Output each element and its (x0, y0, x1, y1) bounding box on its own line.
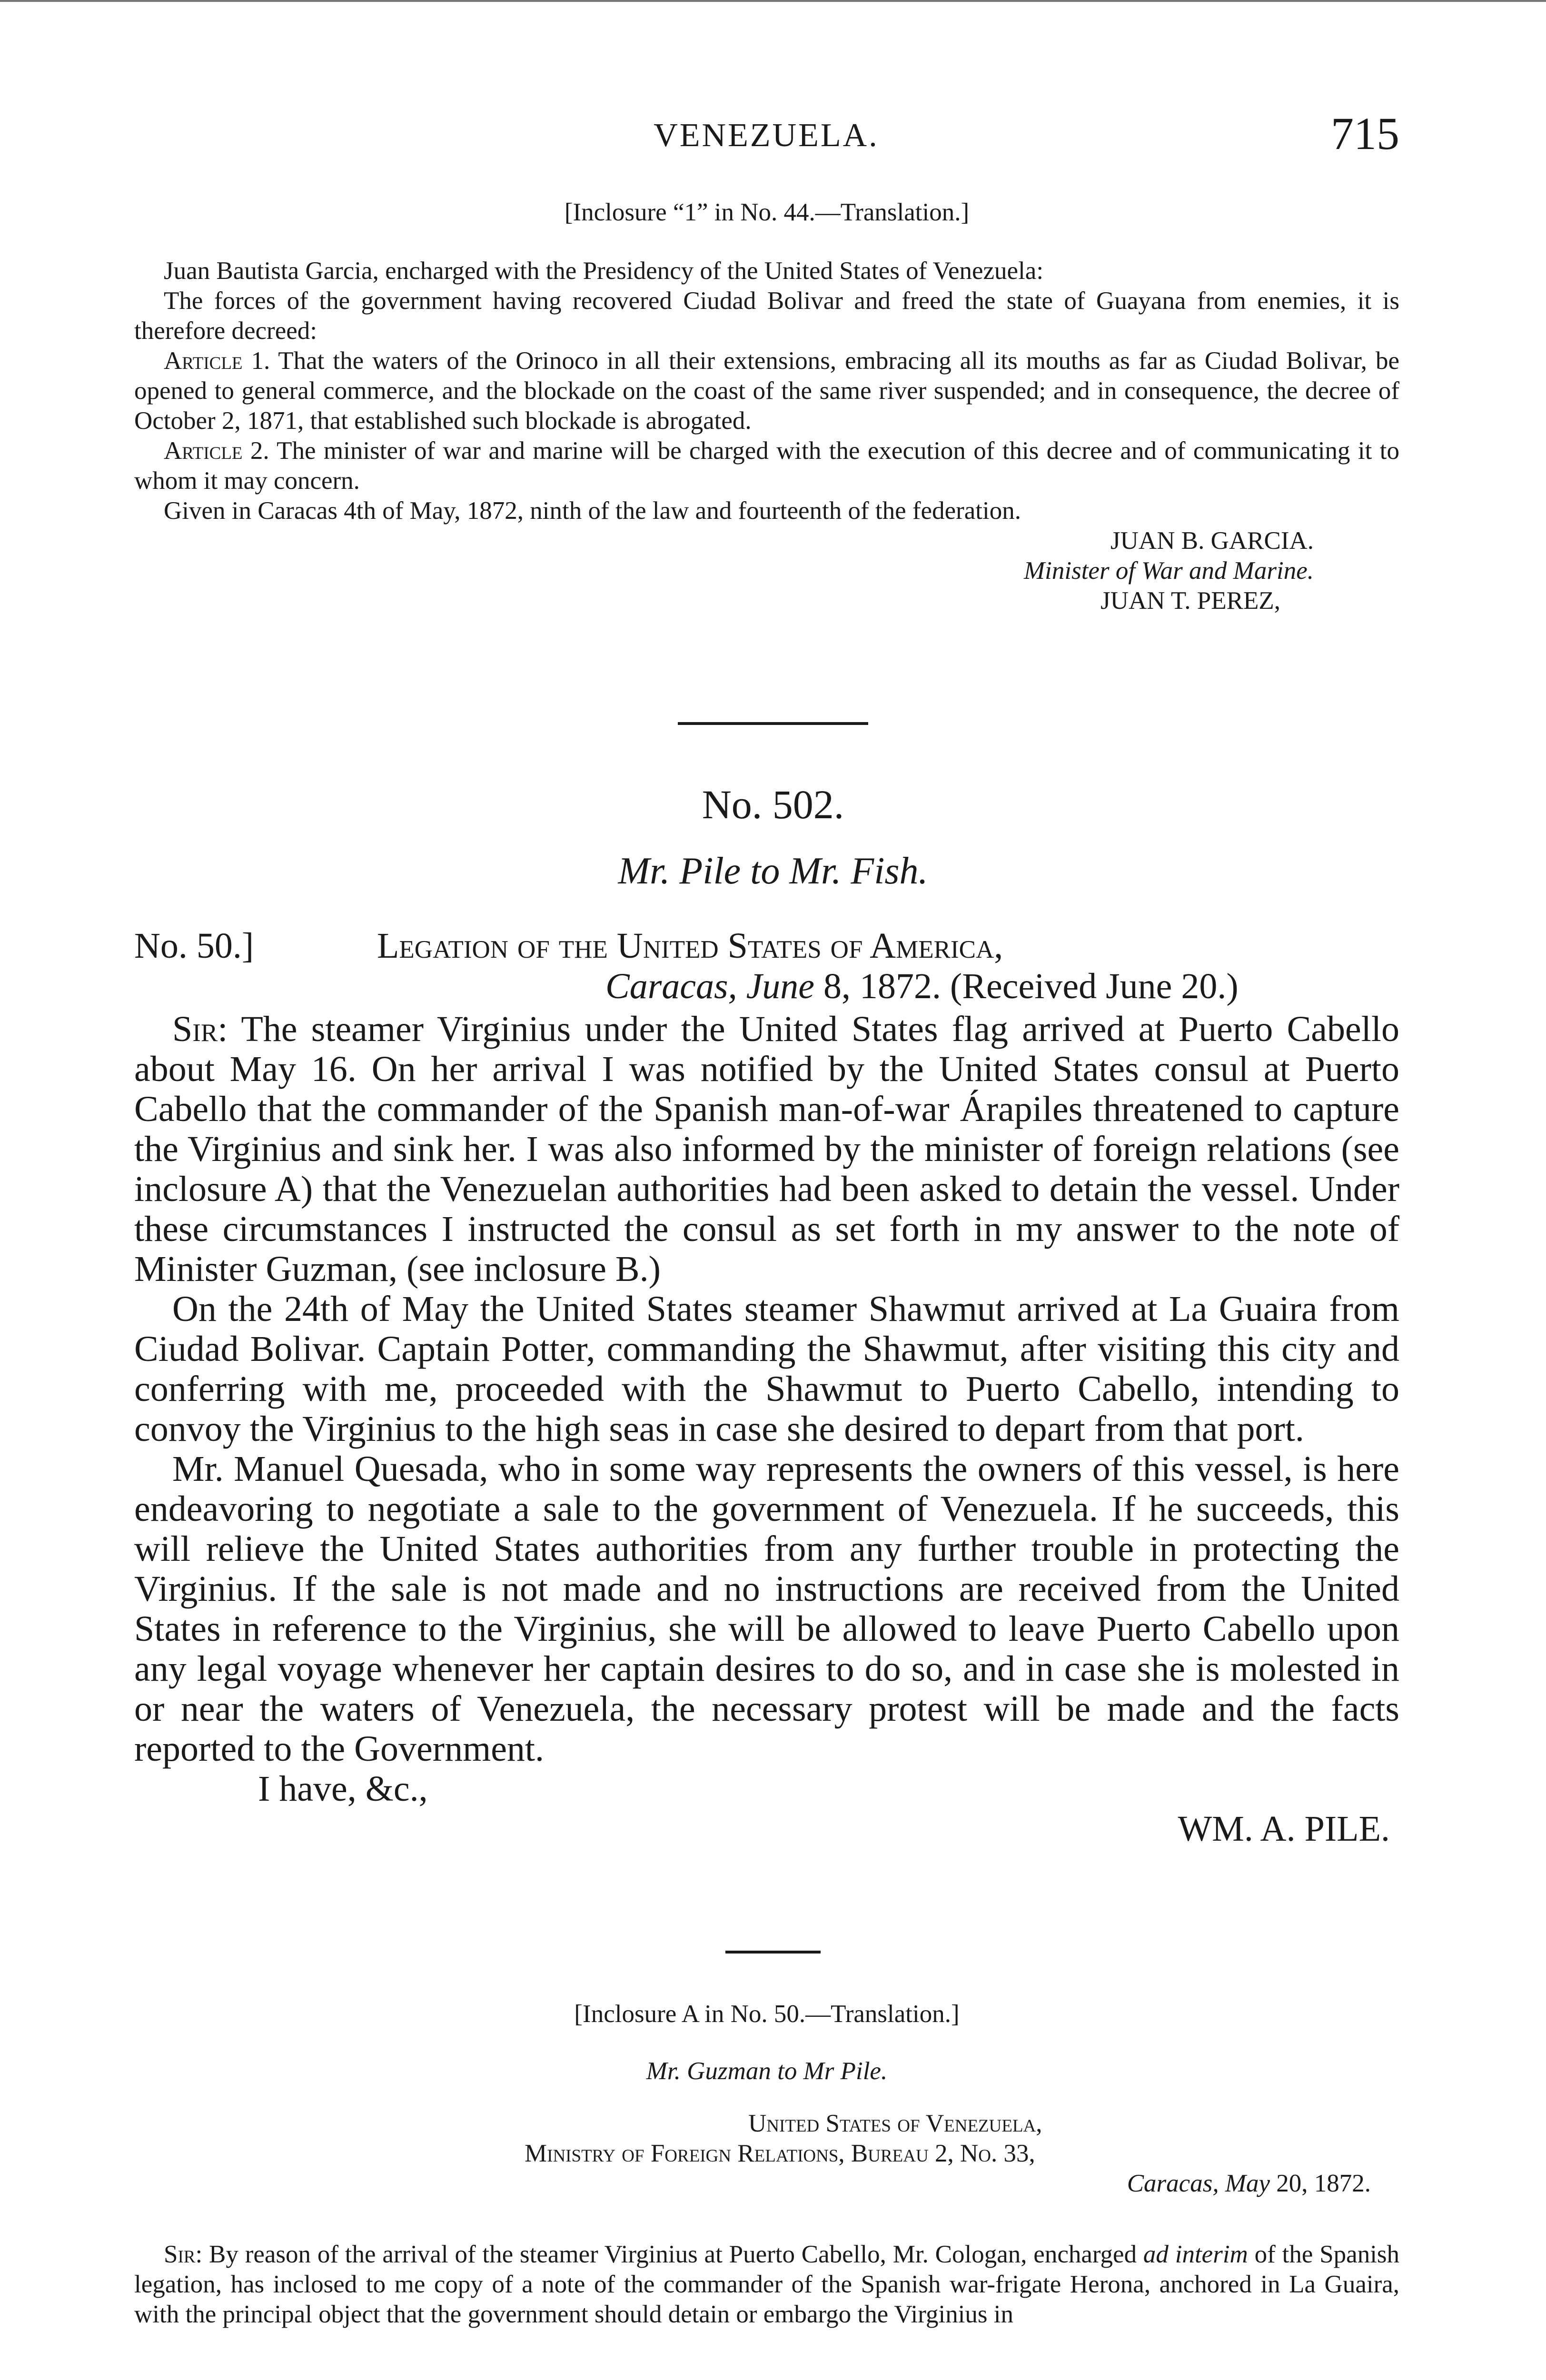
inclosure-a-address (134, 2109, 1399, 2199)
letter-signature: WM. A. PILE. (1178, 1809, 1390, 1849)
signature-perez: JUAN T. PEREZ, (1100, 587, 1280, 615)
address-place-month: Caracas, May (1127, 2170, 1270, 2197)
inclosure-a-paragraph (134, 2240, 1399, 2330)
page-number: 715 (1331, 108, 1399, 159)
decree-article-1 (134, 346, 1399, 436)
letter-place-date (134, 966, 1399, 1006)
page-header (133, 107, 1399, 169)
article-1-label: Article 1. (164, 347, 270, 375)
letter-paragraph-3: Mr. Manuel Quesada, who in some way represents the owners of this vessel, is here endeavoring to negotiate a sale to the government of Venezuela. If he succeeds, this will relieve the United States authorities from any further trouble in protecting the Virginius. If the sale is not made and no instructions are received from the United States in reference to the Virginius, she will be allowed to leave Puerto Cabello upon any legal voyage whenever her captain desires to do so, and in case she is molested in or near the waters of Venezuela, the necessary protest will be made and the facts reported to the Government. (134, 1449, 1399, 1769)
section-divider (678, 722, 868, 725)
decree-preamble: Juan Bautista Garcia, encharged with the Presidency of the United States of Venezuela: (164, 257, 1044, 285)
top-border (0, 0, 1546, 2)
legation-heading: Legation of the United States of America, (377, 926, 1003, 966)
decree-given: Given in Caracas 4th of May, 1872, ninth of the law and fourteenth of the federation. (164, 497, 1021, 525)
inclosure-a-salutation: Sir: (164, 2241, 203, 2268)
signature-garcia: JUAN B. GARCIA. (1110, 527, 1314, 555)
inclosure-1-caption: [Inclosure “1” in No. 44.—Translation.] (564, 198, 970, 226)
address-line-1: United States of Venezuela, (748, 2110, 1042, 2137)
inclosure-a-text-2: of the Spanish legation, has inclosed to me copy of a note of the commander of the Spanish war-frigate Herona, anchored in La Guaira, with the principal object that the government should detain or embargo the Virginius in (134, 2241, 1400, 2328)
letter-closing: I have, &c., (258, 1769, 428, 1809)
address-date: 20, 1872. (1276, 2170, 1371, 2197)
section-divider-2 (725, 1951, 821, 1954)
article-2-label: Article 2. (164, 437, 269, 465)
letter-heading-line (134, 926, 1399, 969)
signature-garcia-title: Minister of War and Marine. (1023, 557, 1314, 585)
letter-title: Mr. Pile to Mr. Fish. (618, 850, 928, 892)
letter-paragraph-1 (134, 1009, 1399, 1289)
inclosure-a-body (134, 2240, 1399, 2330)
letter-place: Caracas, (605, 966, 737, 1006)
decree-article-2 (134, 436, 1399, 496)
letter-paragraph-1-text: The steamer Virginius under the United States flag arrived at Puerto Cabello about May 16. On her arrival I was notified by the United States consul at Puerto Cabello that the commander of the Spanish man-of-war Árapiles threatened to capture the Virginius and sink her. I was also informed by the minister of foreign relations (see inclosure A) that the Venezuelan authorities had been asked to detain the vessel. Under these circumstances I instructed the consul as set forth in my answer to the note of Minister Guzman, (see inclosure B.) (134, 1009, 1399, 1289)
dispatch-number: No. 50.] (134, 926, 254, 966)
inclosure-a-caption: [Inclosure A in No. 50.—Translation.] (574, 2000, 960, 2028)
inclosure-a-italic: ad interim (1143, 2241, 1248, 2268)
letter-paragraph-2: On the 24th of May the United States steamer Shawmut arrived at La Guaira from Ciudad Bolivar. Captain Potter, commanding the Shawmut, after visiting this city and conferring with me, proceeded with the Shawmut to Puerto Cabello, intending to convoy the Virginius to the high seas in case she desired to depart from that port. (134, 1289, 1399, 1449)
inclosure-a-text-1: By reason of the arrival of the steamer Virginius at Puerto Cabello, Mr. Cologan, encharged (209, 2241, 1137, 2268)
letter-body (134, 1009, 1399, 1849)
decree-recital: The forces of the government having recovered Ciudad Bolivar and freed the state of Guayana from enemies, it is therefore decreed: (134, 287, 1399, 345)
address-line-2: Ministry of Foreign Relations, Bureau 2, No. 33, (525, 2140, 1035, 2167)
document-number: No. 502. (702, 782, 844, 827)
article-2-text: The minister of war and marine will be charged with the execution of this decree and of communicating it to whom it may concern. (134, 437, 1399, 495)
letter-date-received: 8, 1872. (Received June 20.) (823, 966, 1239, 1006)
article-1-text: That the waters of the Orinoco in all their extensions, embracing all its mouths as far as Ciudad Bolivar, be opened to general commerce, and the blockade on the coast of the same river suspended; and in consequence, the decree of October 2, 1871, that established such blockade is abrogated. (134, 347, 1399, 435)
running-title: VENEZUELA. (654, 117, 879, 154)
letter-salutation: Sir: (172, 1009, 228, 1049)
inclosure-1-body (134, 256, 1399, 616)
letter-month: June (746, 966, 815, 1006)
address-line-3 (134, 2169, 1399, 2199)
inclosure-a-title: Mr. Guzman to Mr Pile. (646, 2057, 888, 2085)
